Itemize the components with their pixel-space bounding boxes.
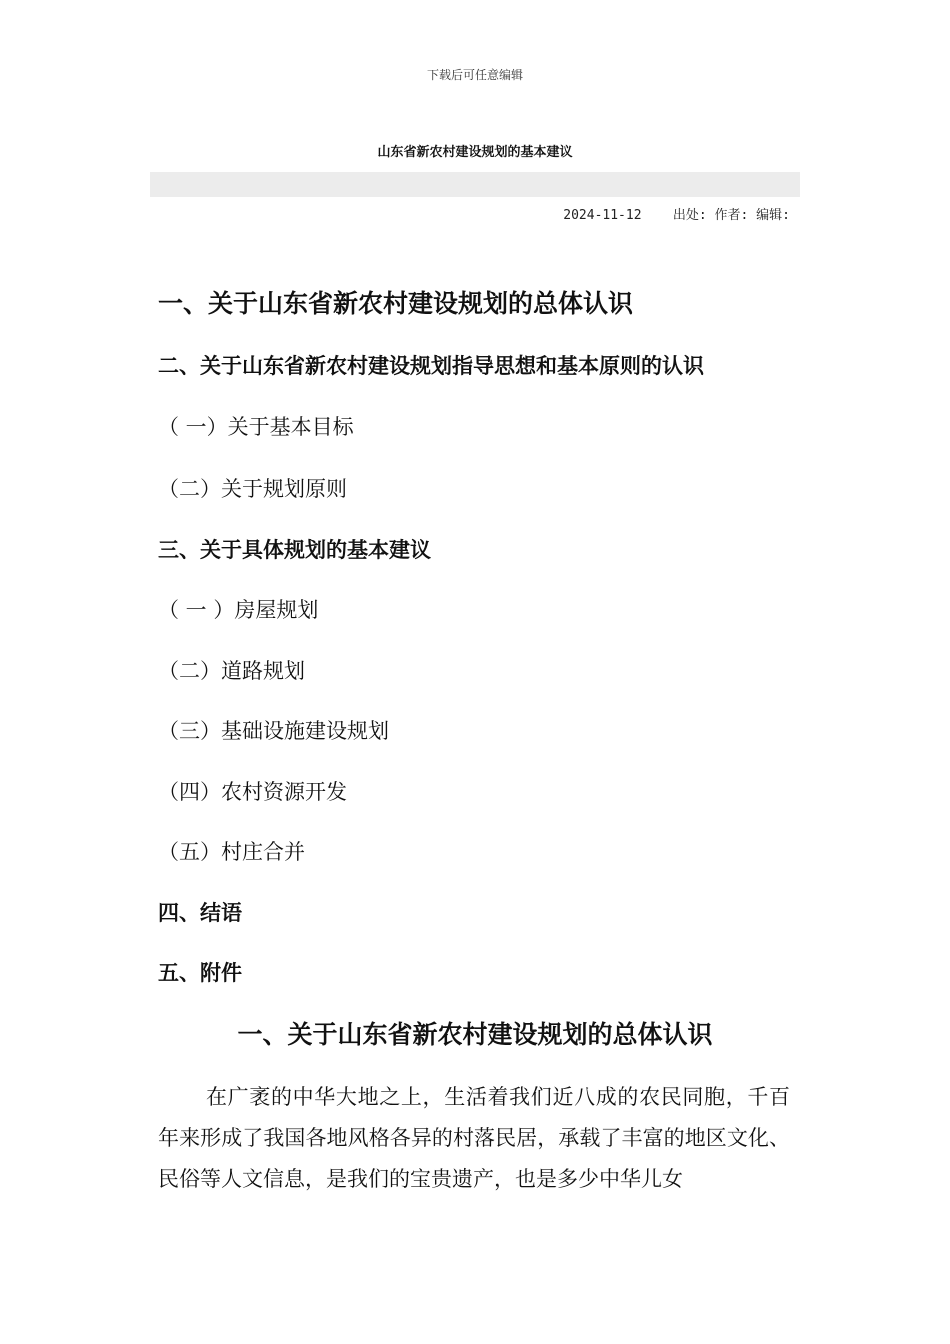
header-note: 下载后可任意编辑 [426,68,523,82]
section-heading: 一、关于山东省新农村建设规划的总体认识 [237,1020,713,1049]
document-meta [150,204,790,223]
toc-item-guiding-principles[interactable]: 二、关于山东省新农村建设规划指导思想和基本原则的认识 [158,353,704,378]
section-paragraph: 在广袤的中华大地之上，生活着我们近八成的农民同胞，千百年来形成了我国各地风格各异的村落民居，承载了丰富的地区文化、民俗等人文信息，是我们的宝贵遗产，也是多少中华儿女 [158,1085,790,1191]
meta-author-label: 作者: [714,208,749,223]
toc-item-conclusion[interactable]: 四、结语 [158,900,242,925]
toc-item-planning-principles[interactable]: （二）关于规划原则 [158,477,347,501]
toc-item-infrastructure-planning[interactable]: （三）基础设施建设规划 [158,719,389,743]
toc-item-road-planning[interactable]: （二）道路规划 [158,659,305,683]
title-divider-bar [150,172,800,197]
toc-item-village-merger[interactable]: （五）村庄合并 [158,840,305,864]
meta-source-label: 出处: [672,208,707,223]
meta-date: 2024-11-12 [563,208,642,223]
toc-item-overall-understanding[interactable]: 一、关于山东省新农村建设规划的总体认识 [158,289,634,318]
toc-item-attachments[interactable]: 五、附件 [158,960,242,985]
meta-editor-label: 编辑: [756,208,790,223]
toc-item-basic-goals[interactable]: （ 一）关于基本目标 [158,415,354,439]
toc-item-resource-development[interactable]: （四）农村资源开发 [158,780,347,804]
toc-item-housing-planning[interactable]: （ 一 ）房屋规划 [158,598,319,622]
document-title: 山东省新农村建设规划的基本建议 [377,145,573,160]
toc-item-specific-suggestions[interactable]: 三、关于具体规划的基本建议 [158,537,431,562]
